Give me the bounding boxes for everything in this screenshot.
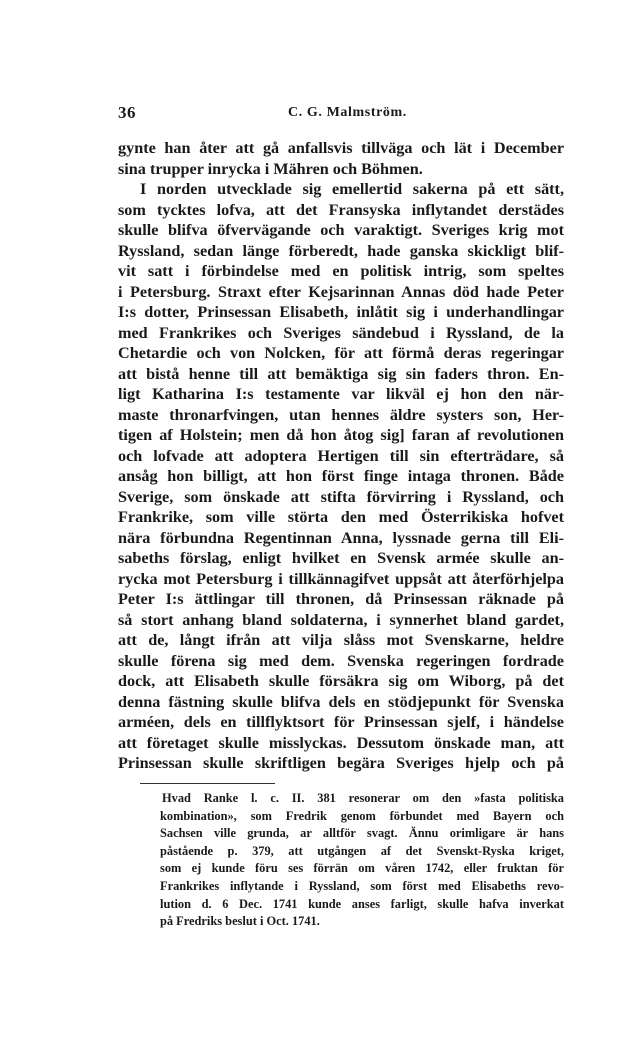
text-line: sabeths förslag, enligt hvilket en Svensk armée skulle an-: [118, 549, 564, 567]
text-line: att de, långt ifrån att vilja slåss mot Svenskarne, heldre: [118, 631, 564, 649]
text-line: sina trupper inrycka i Mähren och Böhmen.: [118, 159, 423, 178]
text-line: med Frankrikes och Sveriges sändebud i Ryssland, de la: [118, 323, 564, 342]
text-line: dock, att Elisabeth skulle försäkra sig om Wiborg, på det: [118, 672, 564, 690]
page-header: [118, 103, 564, 125]
body-text: [118, 138, 564, 774]
text-line: rycka mot Petersburg i tillkännagifvet uppsåt att återförhjelpa: [118, 569, 564, 588]
page-number: 36: [118, 103, 136, 122]
text-line: Ryssland, sedan länge förberedt, hade ganska skickligt blif-: [118, 241, 564, 260]
footnote-line: kombination», som Fredrik genom förbundet med Bayern och: [160, 808, 564, 823]
footnote-line: på Fredriks beslut i Oct. 1741.: [160, 914, 320, 929]
text-line: att bistå henne till att bemäktiga sig sin faders thron. En-: [118, 364, 564, 383]
text-line: ansåg hon billigt, att hon först finge intaga thronen. Både: [118, 467, 564, 485]
text-line: gynte han åter att gå anfallsvis tillväga och lät i December: [118, 139, 564, 157]
text-line: Frankrike, som ville störta den med Österrikiska hofvet: [118, 508, 564, 526]
text-line: maste thronarfvingen, utan hennes äldre systers son, Her-: [118, 405, 564, 424]
text-line: I:s dotter, Prinsessan Elisabeth, inlåtit sig i underhandlingar: [118, 303, 564, 321]
footnote: [160, 790, 564, 931]
text-line: vit satt i förbindelse med en politisk intrig, som speltes: [118, 262, 564, 280]
text-line: så stort anhang bland soldaterna, i synnerhet bland gardet,: [118, 610, 564, 629]
text-line: Chetardie och von Nolcken, för att förmå deras regeringar: [118, 344, 564, 362]
text-line: skulle blifva öfvervägande och varaktigt. Sveriges krig mot: [118, 221, 564, 239]
text-line: Prinsessan skulle skriftligen begära Sveriges hjelp och på: [118, 754, 564, 772]
running-head: C. G. Malmström.: [288, 105, 407, 120]
footnote-line: lution d. 6 Dec. 1741 kunde anses farligt, skulle hafva inverkat: [160, 896, 564, 911]
text-line: denna fästning skulle blifva dels en stödjepunkt för Svenska: [118, 692, 564, 711]
text-line: Peter I:s ättlingar till thronen, då Prinsessan räknade på: [118, 590, 564, 608]
text-line: ligt Katharina I:s testamente var likväl ej hon den när-: [118, 385, 564, 403]
text-line: tigen af Holstein; men då hon åtog sig] faran af revolutionen: [118, 426, 564, 444]
footnote-line: Sachsen ville grunda, ar alltför svagt. Ännu orimligare är hans: [160, 826, 564, 841]
text-line: nära förbundna Regentinnan Anna, lyssnade gerna till Eli-: [118, 528, 564, 547]
footnote-line: Hvad Ranke l. c. II. 381 resonerar om den »fasta politiska: [162, 791, 564, 805]
text-line: arméen, dels en tillflyktsort för Prinsessan sjelf, i händelse: [118, 713, 564, 731]
text-line: och lofvade att adoptera Hertigen till sin efterträdare, så: [118, 446, 564, 465]
footnote-line: Frankrikes inflytande i Ryssland, som först med Elisabeths revo-: [160, 878, 564, 893]
text-line: I norden utvecklade sig emellertid sakerna på ett sätt,: [140, 180, 564, 198]
footnote-line: som ej kunde föru ses förrän om våren 1742, eller fruktan för: [160, 861, 564, 876]
footnote-rule: [140, 783, 275, 784]
text-line: Sverige, som önskade att stifta förvirring i Ryssland, och: [118, 487, 564, 506]
text-line: i Petersburg. Straxt efter Kejsarinnan Annas död hade Peter: [118, 282, 564, 301]
footnote-line: påstående p. 379, att utgången af det Svenskt-Ryska kriget,: [160, 843, 564, 858]
text-line: att företaget skulle misslyckas. Dessutom önskade man, att: [118, 733, 564, 752]
text-line: som tycktes lofva, att det Fransyska inflytandet derstädes: [118, 200, 564, 219]
text-line: skulle förena sig med dem. Svenska regeringen fordrade: [118, 651, 564, 670]
